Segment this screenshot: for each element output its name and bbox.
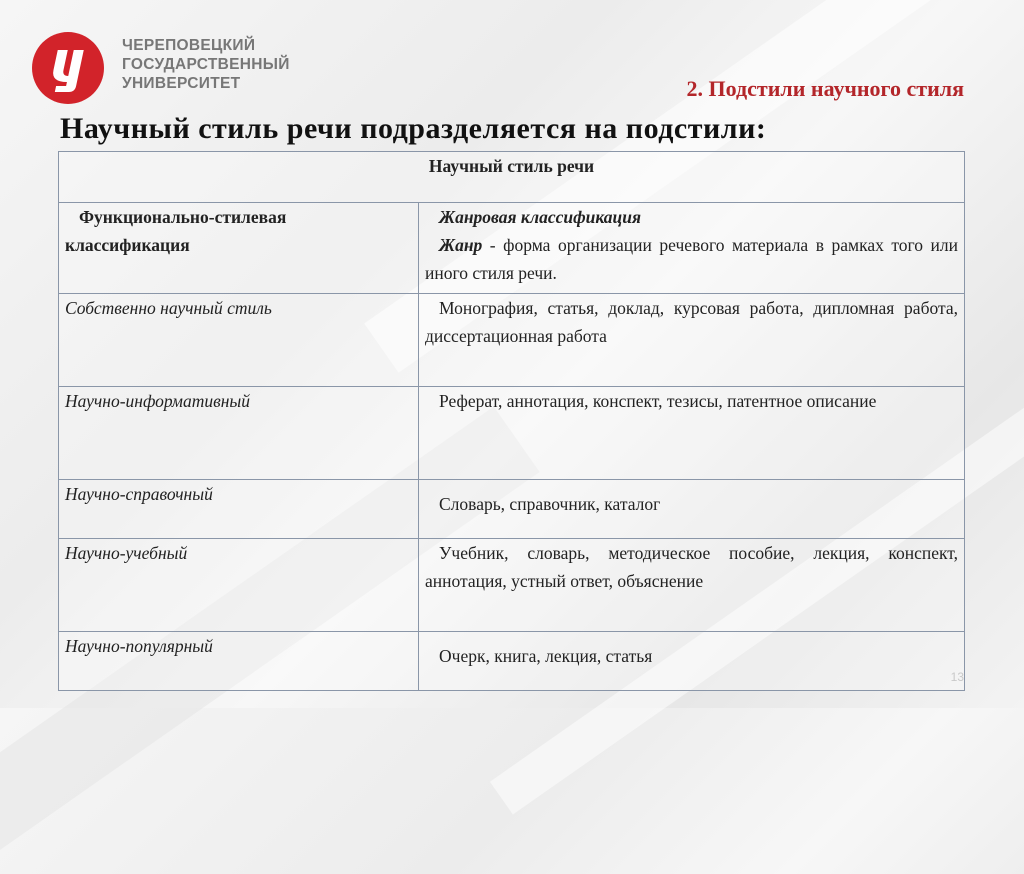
genres-text: Реферат, аннотация, конспект, тезисы, патентное описание bbox=[439, 391, 877, 411]
genres-cell bbox=[419, 632, 965, 691]
genres-cell bbox=[419, 539, 965, 632]
genre-definition-text: - форма организации речевого материала в рамках того или иного стиля речи. bbox=[425, 235, 958, 283]
university-logo-icon bbox=[30, 30, 106, 106]
table-row bbox=[59, 632, 965, 691]
table-header: Научный стиль речи bbox=[59, 152, 965, 203]
page-title: Научный стиль речи подразделяется на подстили: bbox=[60, 112, 767, 145]
section-title: 2. Подстили научного стиля bbox=[686, 76, 964, 101]
substyles-table bbox=[58, 151, 965, 691]
university-name-line: УНИВЕРСИТЕТ bbox=[122, 75, 241, 92]
substyle-cell: Научно-информативный bbox=[59, 387, 419, 480]
genres-cell bbox=[419, 294, 965, 387]
left-column-header bbox=[59, 203, 419, 294]
genres-text: Учебник, словарь, методическое пособие, лекция, конспект, аннотация, устный ответ, объяснение bbox=[425, 543, 958, 591]
table-subheader-row bbox=[59, 203, 965, 294]
university-name-line: ЧЕРЕПОВЕЦКИЙ bbox=[122, 37, 256, 54]
substyle-cell: Научно-учебный bbox=[59, 539, 419, 632]
genre-term: Жанр bbox=[439, 235, 483, 255]
university-name-line: ГОСУДАРСТВЕННЫЙ bbox=[122, 56, 290, 73]
genres-text: Монография, статья, доклад, курсовая работа, дипломная работа, диссертационная работа bbox=[425, 298, 958, 346]
left-column-header-text: Функционально-стилевая классификация bbox=[65, 207, 287, 255]
table-row bbox=[59, 480, 965, 539]
slide-number: 13 bbox=[950, 670, 964, 684]
table-row bbox=[59, 387, 965, 480]
right-column-header bbox=[419, 203, 965, 294]
genres-text: Очерк, книга, лекция, статья bbox=[439, 646, 653, 666]
right-column-title: Жанровая классификация bbox=[439, 207, 642, 227]
genres-cell bbox=[419, 387, 965, 480]
genres-cell bbox=[419, 480, 965, 539]
genre-definition bbox=[425, 231, 958, 287]
substyle-cell: Научно-популярный bbox=[59, 632, 419, 691]
university-name bbox=[122, 36, 290, 93]
table-row bbox=[59, 294, 965, 387]
table-row bbox=[59, 539, 965, 632]
substyle-cell: Научно-справочный bbox=[59, 480, 419, 539]
substyle-cell: Собственно научный стиль bbox=[59, 294, 419, 387]
genres-text: Словарь, справочник, каталог bbox=[439, 494, 661, 514]
table-header-row bbox=[59, 152, 965, 203]
